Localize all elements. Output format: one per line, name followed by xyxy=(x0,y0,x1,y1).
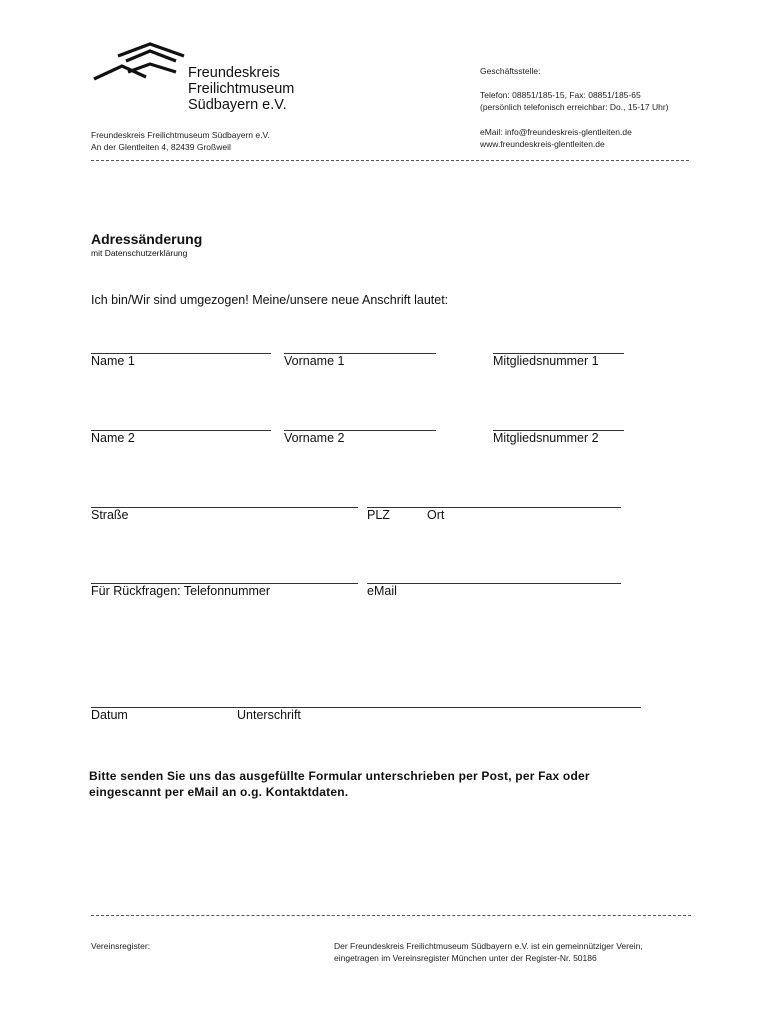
name1-label: Name 1 xyxy=(91,354,135,368)
page-subtitle: mit Datenschutzerklärung xyxy=(91,248,188,258)
strasse-label: Straße xyxy=(91,508,129,522)
contact-heading: Geschäftsstelle: xyxy=(480,66,541,76)
unterschrift-label: Unterschrift xyxy=(237,708,301,722)
email-field[interactable] xyxy=(367,583,621,584)
mitglied2-label: Mitgliedsnummer 2 xyxy=(493,431,599,445)
contact-web: www.freundeskreis-glentleiten.de xyxy=(480,139,605,149)
telefon-label: Für Rückfragen: Telefonnummer xyxy=(91,584,271,598)
page-title: Adressänderung xyxy=(91,231,203,247)
sender-line-1: Freundeskreis Freilichtmuseum Südbayern e.V. xyxy=(91,130,270,140)
datum-unterschrift-field[interactable] xyxy=(91,707,641,708)
email-label: eMail xyxy=(367,584,397,598)
sender-line-2: An der Glentleiten 4, 82439 Großweil xyxy=(91,142,231,152)
footer-register-label: Vereinsregister: xyxy=(91,941,151,951)
logo-line-1: Freundeskreis xyxy=(188,65,280,81)
notice-line-1: Bitte senden Sie uns das ausgefüllte Formular unterschrieben per Post, per Fax oder xyxy=(89,769,590,783)
plz-ort-field[interactable] xyxy=(367,507,621,508)
notice-line-2: eingescannt per eMail an o.g. Kontaktdaten. xyxy=(89,785,349,799)
logo-line-3: Südbayern e.V. xyxy=(188,97,287,113)
strasse-field[interactable] xyxy=(91,507,358,508)
footer-divider xyxy=(91,915,691,916)
footer-text-line-2: eingetragen im Vereinsregister München unter der Register-Nr. 50186 xyxy=(334,953,597,963)
header-divider xyxy=(91,160,689,161)
name2-label: Name 2 xyxy=(91,431,135,445)
vorname2-label: Vorname 2 xyxy=(284,431,345,445)
datum-label: Datum xyxy=(91,708,128,722)
footer-text-line-1: Der Freundeskreis Freilichtmuseum Südbayern e.V. ist ein gemeinnütziger Verein, xyxy=(334,941,643,951)
intro-text: Ich bin/Wir sind umgezogen! Meine/unsere neue Anschrift lautet: xyxy=(91,293,449,307)
mitglied1-label: Mitgliedsnummer 1 xyxy=(493,354,599,368)
ort-label: Ort xyxy=(427,508,445,522)
logo-line-2: Freilichtmuseum xyxy=(188,81,295,97)
plz-label: PLZ xyxy=(367,508,390,522)
contact-phone: Telefon: 08851/185-15, Fax: 08851/185-65 xyxy=(480,90,641,100)
logo-roof-icon xyxy=(92,42,187,82)
vorname1-label: Vorname 1 xyxy=(284,354,345,368)
contact-hours: (persönlich telefonisch erreichbar: Do., 15-17 Uhr) xyxy=(480,102,669,112)
contact-email: eMail: info@freundeskreis-glentleiten.de xyxy=(480,127,632,137)
